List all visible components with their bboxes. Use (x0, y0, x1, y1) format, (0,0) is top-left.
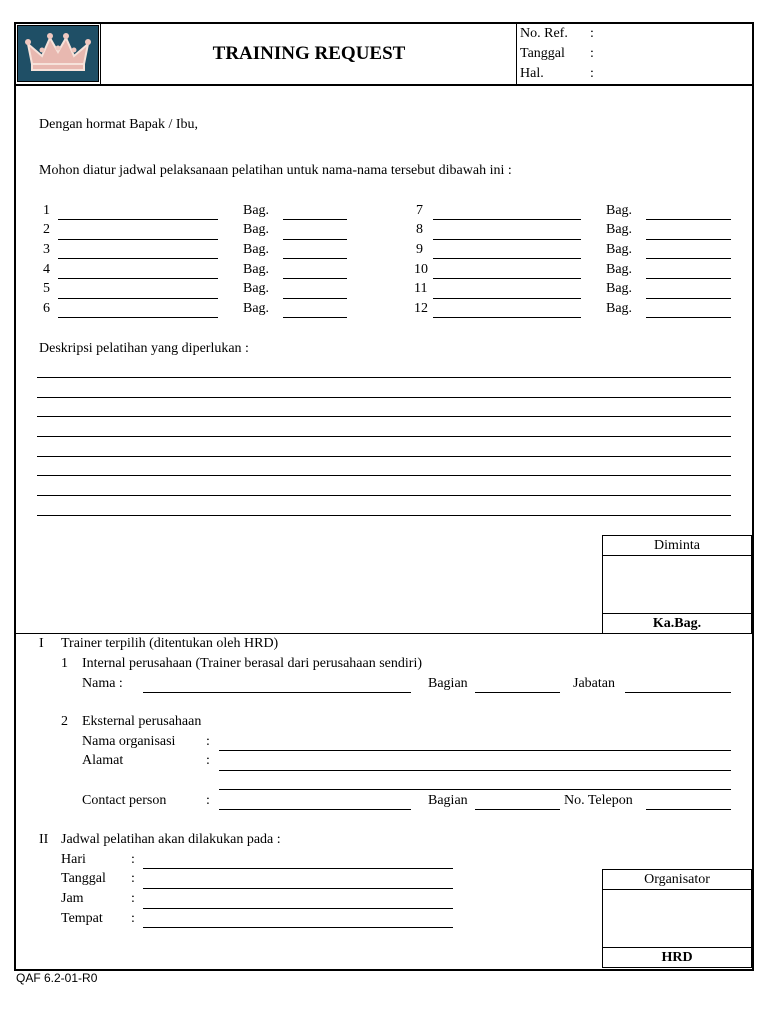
contact-colon: : (206, 793, 210, 808)
header-divider-meta (516, 24, 517, 84)
form-code: QAF 6.2-01-R0 (16, 971, 98, 985)
request-text: Mohon diatur jadwal pelaksanaan pelatihan untuk nama-nama tersebut dibawah ini : (39, 163, 512, 178)
ref-colon: : (590, 26, 594, 41)
participant-number: 2 (43, 222, 50, 237)
participant-dept-field[interactable] (646, 278, 731, 279)
bag-label: Bag. (606, 203, 633, 218)
crown-icon (17, 25, 99, 82)
trainer-name-field[interactable] (143, 692, 411, 693)
schedule-date-field[interactable] (143, 888, 453, 889)
participant-dept-field[interactable] (646, 317, 731, 318)
place-colon: : (131, 911, 135, 926)
participant-dept-field[interactable] (283, 317, 347, 318)
requested-title: Diminta (603, 536, 751, 556)
description-line[interactable] (37, 515, 731, 516)
greeting: Dengan hormat Bapak / Ibu, (39, 117, 199, 132)
participant-name-field[interactable] (433, 278, 581, 279)
position-label: Jabatan (573, 676, 615, 691)
participant-dept-field[interactable] (283, 298, 347, 299)
bag-label: Bag. (606, 242, 633, 257)
bag-label: Bag. (243, 222, 270, 237)
participant-number: 5 (43, 281, 50, 296)
bag-label: Bag. (606, 262, 633, 277)
requested-signature-area[interactable] (603, 556, 751, 613)
bag-label: Bag. (243, 203, 270, 218)
schedule-date-label: Tanggal (61, 871, 106, 886)
subsection-number: 2 (61, 714, 68, 729)
organizer-signer: HRD (603, 947, 751, 968)
participant-name-field[interactable] (58, 298, 218, 299)
bag-label: Bag. (243, 281, 270, 296)
participant-dept-field[interactable] (646, 298, 731, 299)
participant-name-field[interactable] (433, 258, 581, 259)
contact-dept-label: Bagian (428, 793, 468, 808)
place-label: Tempat (61, 911, 103, 926)
description-line[interactable] (37, 475, 731, 476)
participant-number: 1 (43, 203, 50, 218)
address-field-line2[interactable] (219, 789, 731, 790)
participant-dept-field[interactable] (283, 278, 347, 279)
org-colon: : (206, 734, 210, 749)
participant-number: 4 (43, 262, 50, 277)
section-title: Trainer terpilih (ditentukan oleh HRD) (61, 636, 279, 651)
participant-name-field[interactable] (58, 258, 218, 259)
description-line[interactable] (37, 436, 731, 437)
participant-name-field[interactable] (433, 219, 581, 220)
description-line[interactable] (37, 416, 731, 417)
participant-name-field[interactable] (58, 239, 218, 240)
description-line[interactable] (37, 397, 731, 398)
section-title: Jadwal pelatihan akan dilakukan pada : (61, 832, 281, 847)
bag-label: Bag. (606, 222, 633, 237)
org-name-field[interactable] (219, 750, 731, 751)
bag-label: Bag. (243, 242, 270, 257)
header-divider-logo (100, 24, 101, 84)
participant-dept-field[interactable] (283, 258, 347, 259)
organizer-signature-box (602, 869, 752, 968)
participant-number: 3 (43, 242, 50, 257)
participant-name-field[interactable] (58, 219, 218, 220)
participant-number: 9 (416, 242, 423, 257)
participant-name-field[interactable] (433, 298, 581, 299)
subsection-title: Eksternal perusahaan (82, 714, 202, 729)
date-colon: : (590, 46, 594, 61)
trainer-dept-field[interactable] (475, 692, 560, 693)
header-divider (14, 84, 754, 86)
address-field[interactable] (219, 770, 731, 771)
section-numeral: I (39, 636, 44, 651)
day-colon: : (131, 852, 135, 867)
day-label: Hari (61, 852, 86, 867)
contact-person-field[interactable] (219, 809, 411, 810)
participant-dept-field[interactable] (646, 258, 731, 259)
subject-label: Hal. (520, 66, 544, 81)
bag-label: Bag. (606, 301, 633, 316)
participant-number: 8 (416, 222, 423, 237)
address-label: Alamat (82, 753, 124, 768)
place-field[interactable] (143, 927, 453, 928)
schedule-date-colon: : (131, 871, 135, 886)
description-line[interactable] (37, 456, 731, 457)
participant-number: 7 (416, 203, 423, 218)
bag-label: Bag. (606, 281, 633, 296)
participant-number: 10 (414, 262, 428, 277)
description-line[interactable] (37, 377, 731, 378)
org-label: Nama organisasi (82, 734, 176, 749)
organizer-signature-area[interactable] (603, 890, 751, 947)
participant-number: 11 (414, 281, 428, 296)
participant-dept-field[interactable] (283, 219, 347, 220)
address-colon: : (206, 753, 210, 768)
date-label: Tanggal (520, 46, 565, 61)
participant-number: 6 (43, 301, 50, 316)
time-label: Jam (61, 891, 84, 906)
bag-label: Bag. (243, 262, 270, 277)
contact-dept-field[interactable] (475, 809, 560, 810)
description-label: Deskripsi pelatihan yang diperlukan : (39, 341, 249, 356)
organizer-title: Organisator (603, 870, 751, 890)
participant-name-field[interactable] (58, 317, 218, 318)
requested-signature-box (602, 535, 752, 634)
ref-label: No. Ref. (520, 26, 568, 41)
participant-name-field[interactable] (433, 317, 581, 318)
participant-dept-field[interactable] (646, 239, 731, 240)
participant-number: 12 (414, 301, 428, 316)
time-colon: : (131, 891, 135, 906)
participant-name-field[interactable] (58, 278, 218, 279)
phone-label: No. Telepon (564, 793, 633, 808)
participant-dept-field[interactable] (283, 239, 347, 240)
bag-label: Bag. (243, 301, 270, 316)
section-numeral: II (39, 832, 49, 847)
participant-name-field[interactable] (433, 239, 581, 240)
page-title: TRAINING REQUEST (212, 43, 406, 64)
name-label: Nama : (82, 676, 123, 691)
dept-label: Bagian (428, 676, 468, 691)
subsection-number: 1 (61, 656, 68, 671)
phone-field[interactable] (646, 809, 731, 810)
participant-dept-field[interactable] (646, 219, 731, 220)
day-field[interactable] (143, 868, 453, 869)
time-field[interactable] (143, 908, 453, 909)
trainer-position-field[interactable] (625, 692, 731, 693)
requested-signer: Ka.Bag. (603, 613, 751, 634)
subsection-title: Internal perusahaan (Trainer berasal dari perusahaan sendiri) (82, 656, 422, 671)
subject-colon: : (590, 66, 594, 81)
contact-label: Contact person (82, 793, 167, 808)
description-line[interactable] (37, 495, 731, 496)
